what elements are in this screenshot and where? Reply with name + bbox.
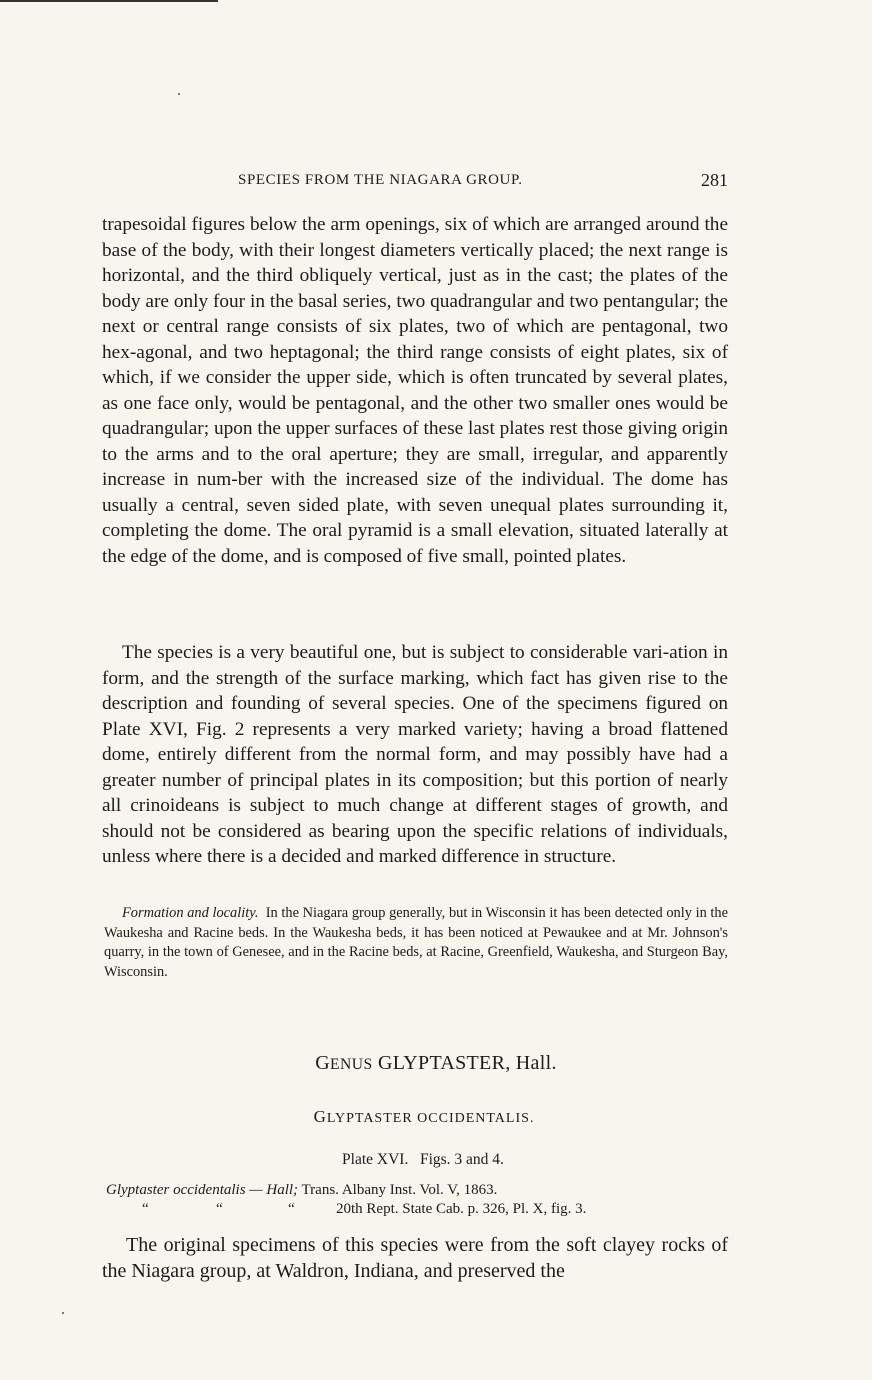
top-edge-rule <box>0 0 218 2</box>
synonymy-citation: 20th Rept. State Cab. p. 326, Pl. X, fig. 3. <box>336 1201 587 1217</box>
note-text: In the Niagara group generally, but in Wisconsin it has been detected only in the Waukesha and Racine beds. In the Waukesha beds, it has been noticed at Pewaukee and at Mr. Johnson's quarry, in the town of Genesee, and in the Racine beds, at Racine, Greenfield, Waukesha, and Sturgeon Bay, Wisconsin. <box>104 905 729 980</box>
plate-reference: Plate XVI. Figs. 3 and 4. <box>342 1151 504 1168</box>
synonymy-line-1 <box>106 1182 497 1199</box>
genus-heading <box>0 1052 872 1075</box>
running-title: SPECIES FROM THE NIAGARA GROUP. <box>238 172 523 188</box>
paper-speck <box>62 1312 64 1314</box>
body-paragraph-1: trapesoidal figures below the arm openings, six of which are arranged around the base of the body, with their longest diameters vertically placed; the next range is horizontal, and the third obliquely vertical, just as in the cast; the plates of the body are only four in the basal series, two quadrangular and two pentangular; the next or central range consists of six plates, two of which are pentagonal, two hex-agonal, and two heptagonal; the third range consists of eight plates, six of which, if we consider the upper side, which is often truncated by several plates, as one face only, would be pentagonal, and the other two smaller ones would be quadrangular; upon the upper surfaces of these last plates rest those giving origin to the arms and to the oral aperture; they are small, irregular, and apparently increase in num-ber with the increased size of the individual. The dome has usually a central, seven sided plate, with seven unequal plates surrounding it, completing the dome. The oral pyramid is a small elevation, situated laterally at the edge of the dome, and is composed of five small, pointed plates. <box>102 214 728 567</box>
running-header <box>238 170 728 196</box>
note-lead: Formation and locality. <box>122 905 259 921</box>
genus-prefix-initial: G <box>315 1052 330 1074</box>
paper-speck <box>178 93 180 95</box>
body-paragraph-3: The original specimens of this species were from the soft clayey rocks of the Niagara group, at Waldron, Indiana, and preserved the <box>102 1234 728 1282</box>
ditto-mark: “ <box>216 1201 223 1217</box>
species-rest: LYPTASTER OCCIDENTALIS. <box>326 1111 535 1126</box>
body-paragraph-2: The species is a very beautiful one, but is subject to considerable vari-ation in form, and the strength of the surface marking, which fact has given rise to the description and founding of several species. One of the specimens figured on Plate XVI, Fig. 2 represents a very marked variety; having a broad flattened dome, entirely different from the normal form, and may possibly have had a greater number of principal plates in its composition; but this portion of nearly all crinoideans is subject to much change at different stages of growth, and should not be considered as bearing upon the specific relations of individuals, unless where there is a decided and marked difference in structure. <box>102 642 728 867</box>
page-number: 281 <box>701 170 728 190</box>
formation-locality-note <box>104 904 728 982</box>
species-initial: G <box>313 1107 327 1126</box>
genus-prefix-rest: ENUS <box>329 1056 373 1073</box>
ditto-mark: “ <box>142 1201 149 1217</box>
synonymy-citation: Trans. Albany Inst. Vol. V, 1863. <box>301 1182 498 1198</box>
synonymy-name: Glyptaster occidentalis — Hall; <box>106 1182 299 1198</box>
species-heading <box>0 1107 848 1127</box>
genus-name: GLYPTASTER, Hall. <box>378 1052 557 1074</box>
ditto-mark: “ <box>288 1201 295 1217</box>
